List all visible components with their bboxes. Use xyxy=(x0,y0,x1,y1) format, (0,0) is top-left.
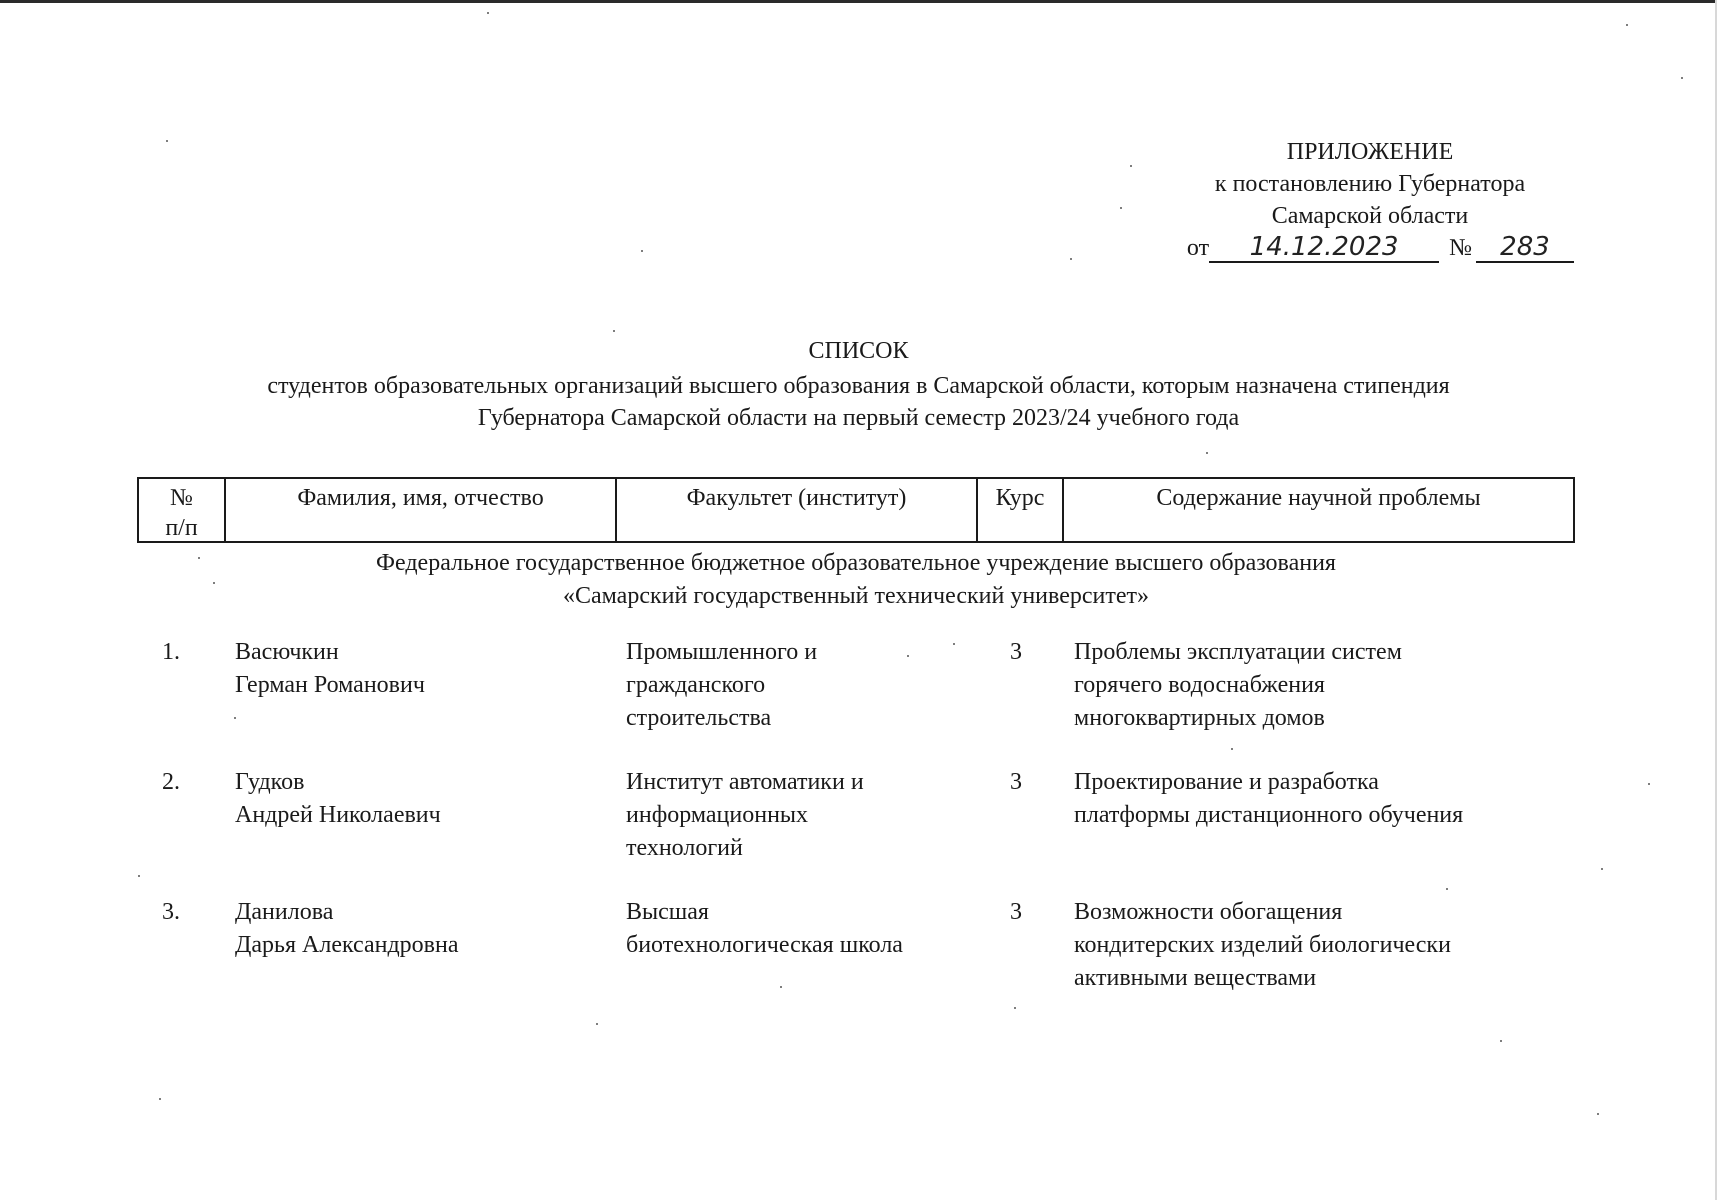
document-title: СПИСОК xyxy=(808,338,909,364)
header-name: Фамилия, имя, отчество xyxy=(226,479,617,541)
problem-line: платформы дистанционного обучения xyxy=(1074,802,1464,828)
faculty-line: Промышленного и xyxy=(626,639,818,665)
faculty-line: Высшая xyxy=(626,899,709,925)
student-name xyxy=(235,896,615,962)
scan-speck xyxy=(1626,24,1628,26)
problem-line: Проблемы эксплуатации систем xyxy=(1074,639,1402,665)
problem-line: кондитерских изделий биологически xyxy=(1074,932,1451,958)
header-number xyxy=(139,479,226,541)
student-surname: Гудков xyxy=(235,769,305,795)
student-faculty xyxy=(626,636,986,735)
scan-speck xyxy=(166,140,168,142)
scan-speck xyxy=(487,12,489,14)
student-surname: Васючкин xyxy=(235,639,339,665)
approval-line-2: Самарской области xyxy=(1271,203,1469,229)
scan-speck xyxy=(1500,1040,1502,1042)
document-subtitle xyxy=(100,370,1617,434)
approval-title: ПРИЛОЖЕНИЕ xyxy=(1286,139,1454,165)
research-problem xyxy=(1074,636,1574,735)
scan-speck xyxy=(1130,165,1132,167)
organization-line-1: Федеральное государственное бюджетное образовательное учреждение высшего образования xyxy=(376,550,1336,576)
table-header xyxy=(137,477,1575,543)
approval-block xyxy=(1160,136,1580,264)
faculty-line: биотехнологическая школа xyxy=(626,932,903,958)
scan-speck xyxy=(1681,77,1683,79)
approval-line-1: к постановлению Губернатора xyxy=(1214,171,1526,197)
problem-line: Возможности обогащения xyxy=(1074,899,1343,925)
organization-name xyxy=(137,547,1575,613)
student-course: 3 xyxy=(1010,769,1022,795)
student-given-names: Герман Романович xyxy=(235,672,425,698)
student-name xyxy=(235,766,615,832)
faculty-line: гражданского xyxy=(626,672,766,698)
scan-speck xyxy=(1206,452,1208,454)
problem-line: горячего водоснабжения xyxy=(1074,672,1325,698)
scan-speck xyxy=(613,330,615,332)
scan-speck xyxy=(1120,207,1122,209)
scan-speck xyxy=(1231,748,1233,750)
scan-speck xyxy=(234,717,236,719)
problem-line: активными веществами xyxy=(1074,965,1317,991)
header-number-line-2: п/п xyxy=(165,515,198,541)
date-prefix: от xyxy=(1186,235,1210,261)
handwritten-date: 14.12.2023 xyxy=(1209,233,1439,263)
research-problem xyxy=(1074,766,1574,832)
student-course: 3 xyxy=(1010,639,1022,665)
scan-speck xyxy=(1014,1007,1016,1009)
student-given-names: Дарья Александровна xyxy=(235,932,459,958)
scan-speck xyxy=(138,875,140,877)
student-given-names: Андрей Николаевич xyxy=(235,802,441,828)
scan-speck xyxy=(1446,888,1448,890)
student-course: 3 xyxy=(1010,899,1022,925)
student-name xyxy=(235,636,615,702)
approval-reference xyxy=(1160,232,1580,264)
scan-speck xyxy=(596,1023,598,1025)
scan-speck xyxy=(1597,1113,1599,1115)
faculty-line: Институт автоматики и xyxy=(626,769,864,795)
subtitle-line-2: Губернатора Самарской области на первый семестр 2023/24 учебного года xyxy=(477,405,1240,431)
scan-speck xyxy=(641,250,643,252)
problem-line: многоквартирных домов xyxy=(1074,705,1325,731)
research-problem xyxy=(1074,896,1574,995)
organization-line-2: «Самарский государственный технический университет» xyxy=(563,583,1149,609)
faculty-line: технологий xyxy=(626,835,743,861)
scan-speck xyxy=(159,1098,161,1100)
header-number-line-1: № xyxy=(170,485,193,511)
scan-speck xyxy=(1070,258,1072,260)
header-faculty: Факультет (институт) xyxy=(617,479,978,541)
subtitle-line-1: студентов образовательных организаций высшего образования в Самарской области, которым назначена стипендия xyxy=(267,373,1450,399)
row-number: 3. xyxy=(162,899,180,925)
scan-speck xyxy=(1601,868,1603,870)
faculty-line: строительства xyxy=(626,705,772,731)
problem-line: Проектирование и разработка xyxy=(1074,769,1379,795)
header-course: Курс xyxy=(978,479,1064,541)
row-number: 1. xyxy=(162,639,180,665)
header-problem: Содержание научной проблемы xyxy=(1156,485,1481,511)
student-surname: Данилова xyxy=(235,899,334,925)
student-faculty xyxy=(626,896,986,962)
scan-speck xyxy=(780,986,782,988)
handwritten-number: 283 xyxy=(1476,233,1574,263)
faculty-line: информационных xyxy=(626,802,809,828)
scan-speck xyxy=(1648,783,1650,785)
row-number: 2. xyxy=(162,769,180,795)
scan-top-edge xyxy=(0,0,1717,3)
number-label: № xyxy=(1449,235,1472,261)
student-faculty xyxy=(626,766,986,865)
